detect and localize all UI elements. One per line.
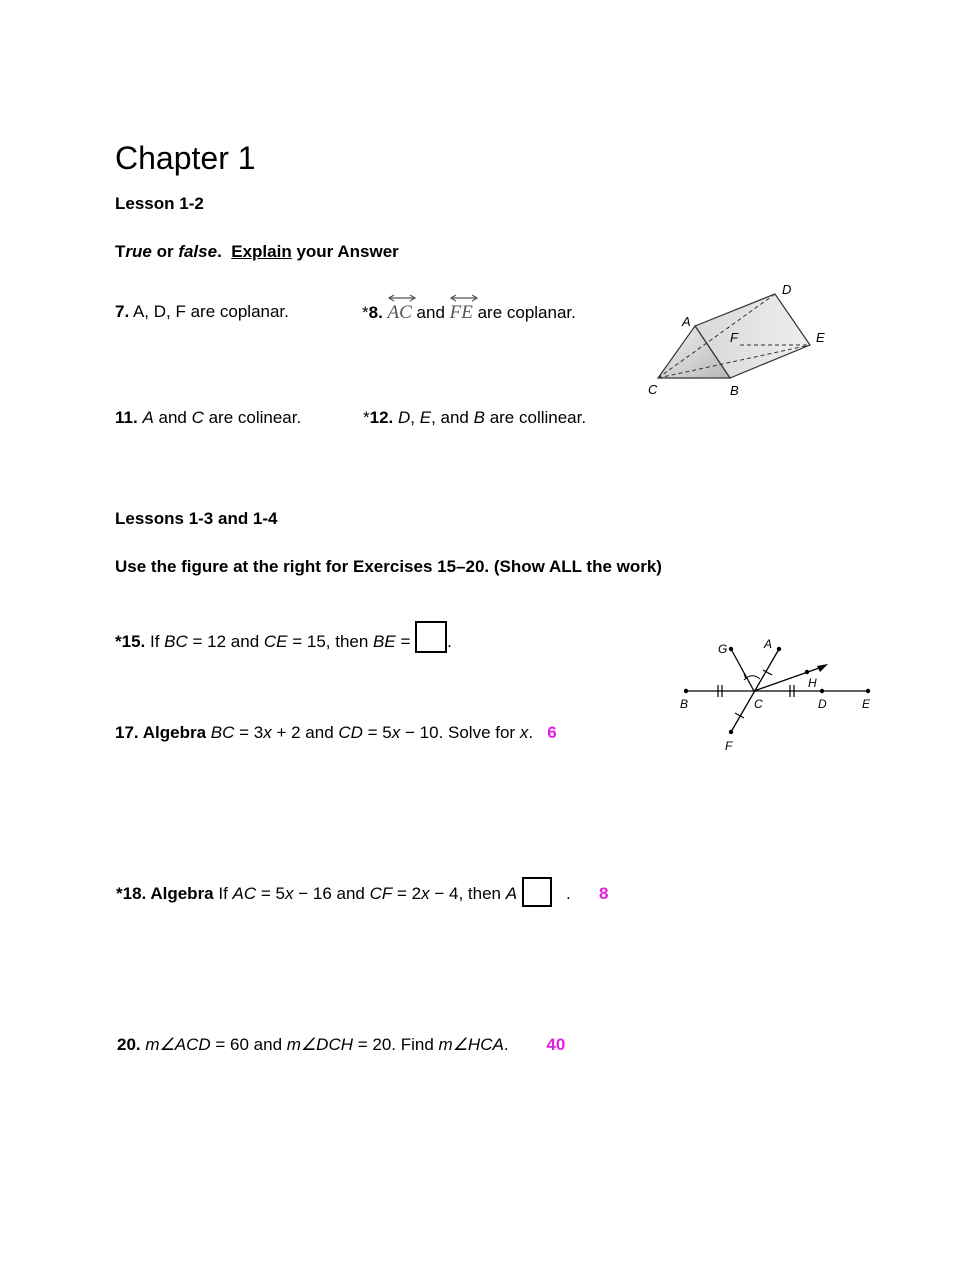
line-label-e: E bbox=[862, 697, 871, 711]
arrowhead-h bbox=[817, 664, 828, 672]
line-label-c: C bbox=[754, 697, 763, 711]
q18-p1: = 5 bbox=[256, 884, 286, 903]
q8-star: * bbox=[362, 303, 369, 322]
q8-and: and bbox=[411, 303, 450, 322]
q18-ac: AC bbox=[232, 884, 257, 903]
line-label-a: A bbox=[764, 637, 773, 651]
q7-num: 7. bbox=[115, 302, 130, 321]
question-20 bbox=[117, 1035, 565, 1055]
page-title: Chapter 1 bbox=[115, 140, 256, 176]
ray-ac bbox=[388, 302, 412, 324]
q12-c1: , bbox=[410, 408, 420, 427]
q18-p2: − 16 and bbox=[293, 884, 370, 903]
q20-m1: m∠ACD bbox=[145, 1035, 211, 1054]
q15-p2: = 15, then bbox=[287, 632, 374, 651]
line-label-b: B bbox=[680, 697, 689, 711]
answer-18: 8 bbox=[599, 884, 609, 903]
q18-x2: x bbox=[421, 884, 430, 903]
q8-rest: are coplanar. bbox=[472, 303, 576, 322]
prism-label-e: E bbox=[816, 330, 825, 345]
q17-x1: x bbox=[263, 723, 272, 742]
lesson-heading: Lesson 1-2 bbox=[115, 194, 204, 213]
question-11 bbox=[115, 408, 301, 428]
instr-rest: your Answer bbox=[291, 242, 399, 261]
question-18 bbox=[116, 877, 609, 907]
q8-num: 8. bbox=[368, 303, 383, 322]
q11-num: 11. bbox=[115, 408, 138, 427]
q17-p5: . bbox=[528, 723, 534, 742]
q20-p3: . bbox=[503, 1035, 509, 1054]
ray-fe-label: FE bbox=[449, 302, 473, 323]
q15-be: BE bbox=[373, 632, 396, 651]
q15-ce: CE bbox=[263, 632, 288, 651]
q12-b: B bbox=[473, 408, 485, 427]
double-arrow-icon bbox=[450, 294, 478, 302]
instruction-true-false bbox=[115, 242, 399, 262]
q17-p4: − 10. Solve for bbox=[400, 723, 520, 742]
answer-box[interactable] bbox=[522, 877, 552, 907]
ray-ac-label: AC bbox=[387, 302, 412, 323]
instr-t: T bbox=[115, 242, 126, 261]
line-figure bbox=[674, 632, 880, 756]
ray-fe bbox=[450, 302, 473, 324]
q18-x1: x bbox=[285, 884, 294, 903]
q18-p4: − 4, then bbox=[429, 884, 506, 903]
q18-if: If bbox=[213, 884, 233, 903]
q18-end: . bbox=[565, 884, 571, 903]
q17-p2: + 2 and bbox=[271, 723, 339, 742]
instr-explain: Explain bbox=[231, 242, 292, 261]
prism-label-b: B bbox=[730, 383, 739, 398]
q17-p1: = 3 bbox=[234, 723, 264, 742]
q11-mid: and bbox=[153, 408, 192, 427]
q12-c2: , and bbox=[431, 408, 474, 427]
question-17 bbox=[115, 723, 557, 743]
q20-p1: = 60 and bbox=[210, 1035, 287, 1054]
q18-cf: CF bbox=[369, 884, 393, 903]
q7-text: A, D, F are coplanar. bbox=[129, 302, 289, 321]
q12-d: D bbox=[398, 408, 411, 427]
instr-false: false bbox=[178, 242, 218, 261]
line-label-d: D bbox=[818, 697, 827, 711]
q12-star: * bbox=[363, 408, 370, 427]
q12-num: 12. bbox=[369, 408, 394, 427]
question-7 bbox=[115, 302, 289, 322]
instr-rue: rue bbox=[125, 242, 152, 261]
answer-20: 40 bbox=[546, 1035, 566, 1054]
q20-p2: = 20. Find bbox=[353, 1035, 439, 1054]
q11-c: C bbox=[191, 408, 204, 427]
lesson-heading-2: Lessons 1-3 and 1-4 bbox=[115, 509, 278, 528]
prism-label-d: D bbox=[782, 282, 792, 297]
line-gc bbox=[731, 649, 754, 691]
q17-p3: = 5 bbox=[362, 723, 392, 742]
q11-a: A bbox=[142, 408, 154, 427]
q18-a: A bbox=[505, 884, 518, 903]
q20-m3: m∠HCA bbox=[438, 1035, 504, 1054]
prism-label-c: C bbox=[648, 382, 658, 397]
q11-rest: are colinear. bbox=[203, 408, 302, 427]
q15-bc: BC bbox=[164, 632, 188, 651]
q12-e: E bbox=[419, 408, 432, 427]
q17-x3: x bbox=[519, 723, 529, 742]
q20-m2: m∠DCH bbox=[286, 1035, 353, 1054]
line-label-f: F bbox=[725, 739, 733, 753]
question-15 bbox=[115, 621, 452, 653]
q17-x2: x bbox=[391, 723, 401, 742]
double-arrow-icon bbox=[388, 294, 416, 302]
q17-cd: CD bbox=[338, 723, 363, 742]
prism-label-f: F bbox=[730, 330, 738, 345]
line-label-h: H bbox=[808, 676, 817, 690]
line-label-g: G bbox=[718, 642, 728, 656]
question-12 bbox=[363, 408, 586, 428]
q17-bc: BC bbox=[210, 723, 235, 742]
q17-num: 17. Algebra bbox=[115, 723, 207, 742]
instr-or: or bbox=[151, 242, 179, 261]
instruction-exercises: Use the figure at the right for Exercises 15–20. (Show ALL the work) bbox=[115, 557, 662, 576]
q12-rest: are collinear. bbox=[484, 408, 587, 427]
q20-num: 20. bbox=[117, 1035, 141, 1054]
q15-p1: = 12 and bbox=[187, 632, 264, 651]
question-8 bbox=[362, 302, 576, 324]
prism-label-a: A bbox=[682, 314, 691, 329]
q15-p3: = bbox=[395, 632, 416, 651]
instr-dot: . bbox=[217, 242, 222, 261]
answer-17: 6 bbox=[547, 723, 557, 742]
q15-if: If bbox=[145, 632, 165, 651]
q18-num: *18. Algebra bbox=[116, 884, 214, 903]
q15-end: . bbox=[447, 632, 452, 651]
q15-num: *15. bbox=[115, 632, 146, 651]
answer-box[interactable] bbox=[415, 621, 447, 653]
q18-p3: = 2 bbox=[392, 884, 422, 903]
prism-figure bbox=[640, 278, 840, 403]
